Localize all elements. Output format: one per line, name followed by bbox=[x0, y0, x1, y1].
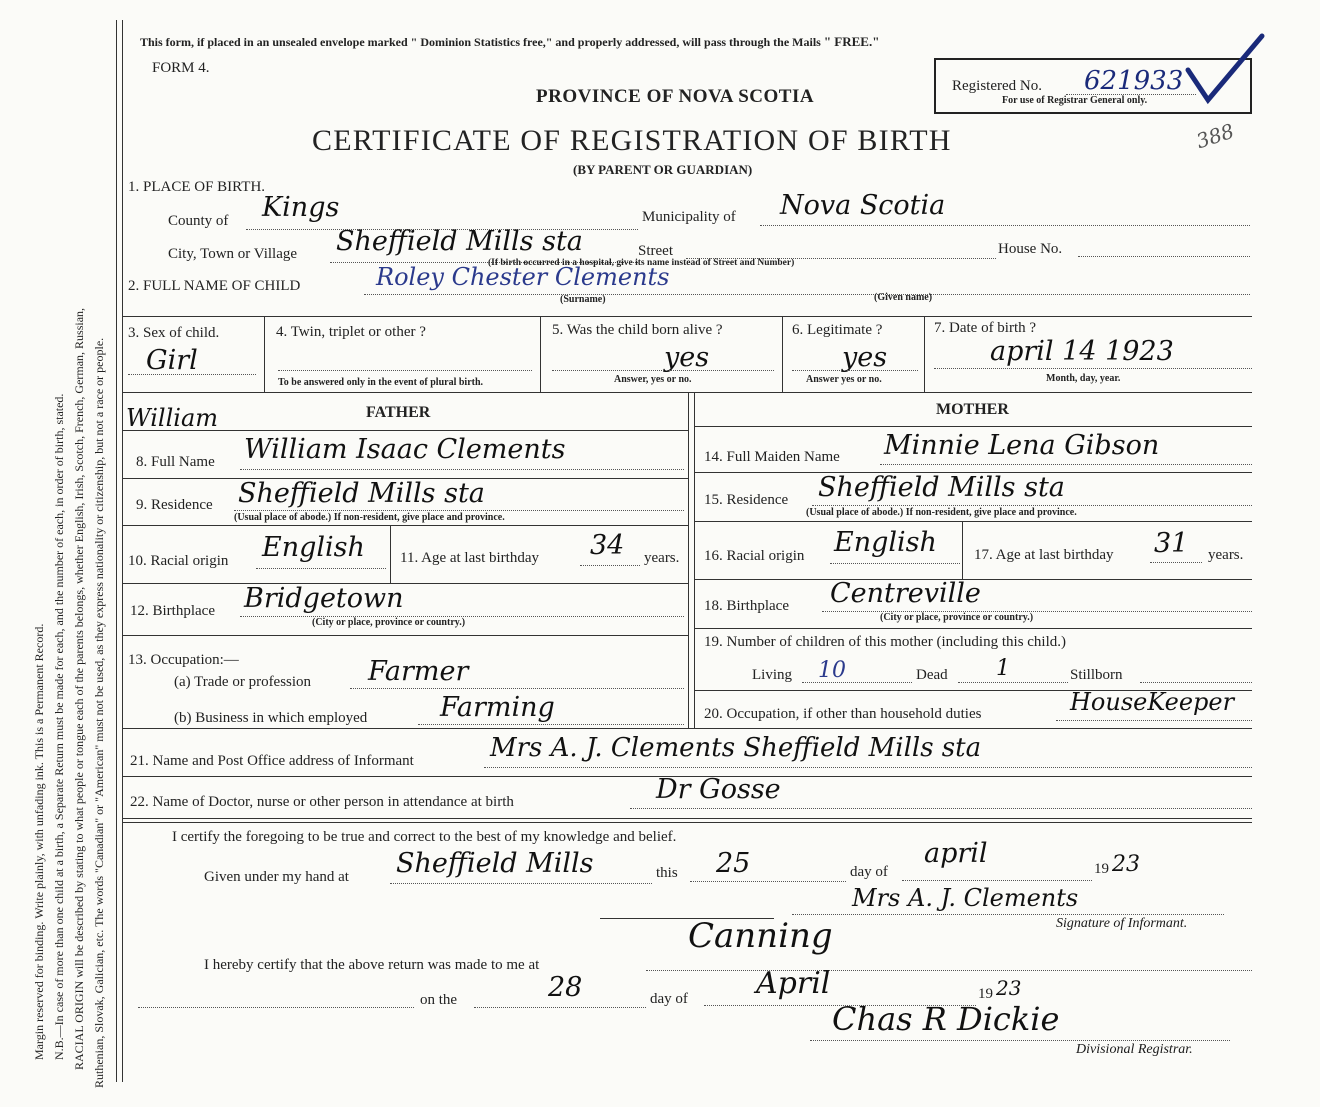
mother-age-line bbox=[1150, 562, 1202, 563]
father-birthplace-note: (City or place, province or country.) bbox=[312, 617, 466, 628]
father-residence-note: (Usual place of abode.) If non-resident, give place and province. bbox=[234, 512, 505, 523]
registrar-place-value: Canning bbox=[688, 916, 833, 956]
mother-birthplace-label: 18. Birthplace bbox=[704, 598, 789, 614]
this-label: this bbox=[656, 865, 678, 881]
father-business-label: (b) Business in which employed bbox=[174, 710, 368, 726]
check-mark-icon bbox=[1180, 30, 1270, 110]
registrar-signature-line bbox=[810, 1040, 1230, 1041]
father-residence-value: Sheffield Mills sta bbox=[238, 478, 485, 509]
certificate-title: CERTIFICATE OF REGISTRATION OF BIRTH bbox=[312, 124, 952, 157]
twin-line bbox=[278, 370, 532, 371]
doctor-label: 22. Name of Doctor, nurse or other person in attendance at birth bbox=[130, 794, 514, 810]
mother-racial-divider bbox=[962, 521, 963, 579]
father-racial-line bbox=[256, 568, 386, 569]
father-age-label: 11. Age at last birthday bbox=[400, 550, 539, 566]
mother-rule-3 bbox=[694, 521, 1252, 522]
dob-value: april 14 1923 bbox=[990, 336, 1174, 367]
month-value: april bbox=[924, 838, 988, 869]
registration-year-value: 23 bbox=[996, 976, 1022, 1000]
rule-after-doctor bbox=[122, 818, 1252, 819]
day-line bbox=[690, 881, 846, 882]
hospital-note: (If birth occurred in a hospital, give its name instead of Street and Number) bbox=[488, 258, 795, 268]
registrar-signature: Chas R Dickie bbox=[832, 1000, 1060, 1038]
mother-residence-label: 15. Residence bbox=[704, 492, 789, 508]
father-name-label: 8. Full Name bbox=[136, 454, 215, 470]
born-alive-line bbox=[552, 370, 774, 371]
mail-notice bbox=[140, 34, 879, 50]
sex-value: Girl bbox=[146, 345, 198, 376]
father-name-value: William Isaac Clements bbox=[244, 434, 566, 465]
child-name-label: 2. FULL NAME OF CHILD bbox=[128, 278, 301, 294]
father-age-unit: years. bbox=[644, 550, 680, 566]
year-prefix: 19 bbox=[1094, 861, 1109, 877]
sex-line bbox=[128, 374, 256, 375]
on-the-label: on the bbox=[420, 992, 458, 1008]
registered-number-value: 621933 bbox=[1084, 66, 1184, 96]
county-value: Kings bbox=[262, 192, 340, 223]
mother-name-value: Minnie Lena Gibson bbox=[884, 430, 1160, 461]
house-number-label: House No. bbox=[998, 241, 1063, 257]
dead-label: Dead bbox=[916, 667, 948, 683]
mother-age-value: 31 bbox=[1154, 528, 1189, 559]
form-number: FORM 4. bbox=[152, 60, 210, 76]
mother-racial-value: English bbox=[834, 527, 937, 558]
doctor-line bbox=[630, 808, 1252, 809]
child-name-line bbox=[364, 294, 1250, 295]
divider-4 bbox=[924, 316, 925, 392]
born-alive-value: yes bbox=[664, 342, 710, 373]
father-rule-3 bbox=[122, 525, 688, 526]
rule-top-boxes bbox=[122, 316, 1252, 317]
father-trade-line bbox=[350, 688, 684, 689]
given-name-note: (Given name) bbox=[874, 292, 933, 303]
mother-name-label: 14. Full Maiden Name bbox=[704, 449, 840, 465]
divider-2 bbox=[540, 316, 541, 392]
father-birthplace-value: Bridgetown bbox=[244, 583, 404, 614]
place-of-birth-label: 1. PLACE OF BIRTH. bbox=[128, 179, 266, 195]
doctor-value: Dr Gosse bbox=[656, 774, 781, 805]
informant-label: 21. Name and Post Office address of Informant bbox=[130, 753, 414, 769]
registrar-label: Divisional Registrar. bbox=[1076, 1042, 1193, 1057]
father-name-line bbox=[240, 469, 684, 470]
father-rule-4 bbox=[122, 583, 688, 584]
father-mother-divider bbox=[688, 392, 689, 728]
certify-text: I certify the foregoing to be true and correct to the best of my knowledge and belief. bbox=[172, 829, 677, 845]
living-label: Living bbox=[752, 667, 792, 683]
mother-occupation-line bbox=[1056, 720, 1252, 721]
municipality-label: Municipality of bbox=[642, 209, 736, 225]
surname-note: (Surname) bbox=[560, 294, 606, 305]
rule-after-doctor-2 bbox=[122, 822, 1252, 823]
father-racial-divider bbox=[390, 525, 391, 583]
city-label: City, Town or Village bbox=[168, 246, 298, 262]
signature-label: Signature of Informant. bbox=[1056, 916, 1188, 931]
mother-children-label: 19. Number of children of this mother (including this child.) bbox=[704, 634, 1067, 650]
day-of-label: day of bbox=[850, 864, 888, 880]
house-number-line bbox=[1078, 256, 1250, 257]
rule-after-parents bbox=[122, 728, 1252, 729]
father-trade-label: (a) Trade or profession bbox=[174, 674, 312, 690]
mother-residence-note: (Usual place of abode.) If non-resident, give place and province. bbox=[806, 507, 1077, 518]
dob-note: Month, day, year. bbox=[1046, 373, 1121, 384]
mother-residence-line bbox=[812, 505, 1252, 506]
sex-label: 3. Sex of child. bbox=[128, 325, 220, 341]
registration-day-of-label: day of bbox=[650, 991, 688, 1007]
margin-note-nationality: Ruthenian, Slovak, Galician, etc. The words "Canadian" or "American" must not be used, as they express nationality or citizenship, but not a race or people. bbox=[92, 337, 106, 1088]
day-value: 25 bbox=[716, 848, 751, 879]
divider-3 bbox=[782, 316, 783, 392]
father-age-line bbox=[580, 565, 640, 566]
municipality-line bbox=[760, 225, 1250, 226]
on-the-leading-line bbox=[138, 1007, 414, 1008]
child-name-value: Roley Chester Clements bbox=[376, 263, 670, 291]
legitimate-line bbox=[792, 370, 918, 371]
father-birthplace-label: 12. Birthplace bbox=[130, 603, 215, 619]
dob-line bbox=[934, 368, 1252, 369]
father-business-value: Farming bbox=[440, 692, 555, 723]
father-heading: FATHER bbox=[366, 404, 431, 421]
father-mother-divider-2 bbox=[694, 392, 695, 728]
living-value: 10 bbox=[818, 658, 846, 683]
dob-label: 7. Date of birth ? bbox=[934, 320, 1037, 336]
mother-age-label: 17. Age at last birthday bbox=[974, 547, 1114, 563]
mother-birthplace-value: Centreville bbox=[830, 578, 981, 609]
province-heading: PROVINCE OF NOVA SCOTIA bbox=[536, 86, 815, 107]
father-residence-line bbox=[234, 510, 684, 511]
father-racial-label: 10. Racial origin bbox=[128, 553, 229, 569]
margin-note-multiple-births: N.B.—In case of more than one child at a birth, a Separate Return must be made for each, and the number of each, in order of birth, stated. bbox=[52, 393, 66, 1060]
mother-rule-1 bbox=[694, 426, 1252, 427]
return-place-line bbox=[646, 970, 1252, 971]
year-value: 23 bbox=[1112, 852, 1140, 877]
county-label: County of bbox=[168, 213, 229, 229]
father-rule-5 bbox=[122, 635, 688, 636]
corner-mark: 388 bbox=[1193, 118, 1237, 154]
mother-residence-value: Sheffield Mills sta bbox=[818, 472, 1065, 503]
father-rule-1 bbox=[122, 430, 688, 431]
given-place-line bbox=[390, 883, 652, 884]
born-alive-note: Answer, yes or no. bbox=[614, 374, 692, 385]
mother-birthplace-note: (City or place, province or country.) bbox=[880, 612, 1034, 623]
father-annotation: William bbox=[126, 404, 219, 432]
registration-month-value: April bbox=[756, 966, 831, 1001]
mother-rule-5 bbox=[694, 628, 1252, 629]
informant-signature: Mrs A. J. Clements bbox=[852, 884, 1079, 912]
margin-note-racial-origin: RACIAL ORIGIN will be described by stating to what people or tongue each of the parents belongs, whether English, Irish, Scotch, French, German, Russian, bbox=[72, 307, 86, 1070]
municipality-value: Nova Scotia bbox=[780, 190, 946, 221]
given-place-value: Sheffield Mills bbox=[396, 848, 594, 879]
living-line bbox=[802, 682, 912, 683]
dead-line bbox=[958, 682, 1068, 683]
rule-bottom-boxes bbox=[122, 392, 1252, 393]
given-under-hand-label: Given under my hand at bbox=[204, 869, 349, 885]
street-label: Street bbox=[638, 243, 673, 259]
father-residence-label: 9. Residence bbox=[136, 497, 213, 513]
city-value: Sheffield Mills sta bbox=[336, 226, 583, 257]
registration-day-line bbox=[474, 1007, 646, 1008]
legitimate-note: Answer yes or no. bbox=[806, 374, 882, 385]
stillborn-line bbox=[1140, 682, 1252, 683]
divider-1 bbox=[264, 316, 265, 392]
father-business-line bbox=[418, 724, 684, 725]
twin-label: 4. Twin, triplet or other ? bbox=[276, 324, 426, 340]
informant-line bbox=[484, 767, 1252, 768]
born-alive-label: 5. Was the child born alive ? bbox=[552, 322, 723, 338]
mother-racial-line bbox=[830, 563, 960, 564]
month-line bbox=[902, 880, 1092, 881]
mail-notice-text: This form, if placed in an unsealed envelope marked " Dominion Statistics free," and properly addressed, will pass through the Mails bbox=[140, 35, 821, 49]
mother-name-line bbox=[880, 464, 1252, 465]
mother-heading: MOTHER bbox=[936, 401, 1009, 418]
registrar-general-note: For use of Registrar General only. bbox=[1002, 95, 1148, 106]
legitimate-value: yes bbox=[842, 342, 888, 373]
twin-note: To be answered only in the event of plural birth. bbox=[278, 377, 484, 388]
margin-note-binding: Margin reserved for binding. Write plainly, with unfading ink. This is a Permanent Record. bbox=[32, 623, 46, 1060]
mother-occupation-label: 20. Occupation, if other than household duties bbox=[704, 706, 982, 722]
registered-number-label: Registered No. bbox=[952, 78, 1042, 94]
father-trade-value: Farmer bbox=[368, 656, 469, 687]
registration-year-prefix: 19 bbox=[978, 986, 993, 1002]
signature-line bbox=[792, 914, 1224, 915]
registration-day-value: 28 bbox=[548, 972, 583, 1003]
dead-value: 1 bbox=[996, 656, 1010, 681]
father-racial-value: English bbox=[262, 532, 365, 563]
mother-occupation-value: HouseKeeper bbox=[1070, 688, 1235, 716]
mother-racial-label: 16. Racial origin bbox=[704, 548, 805, 564]
father-occupation-label: 13. Occupation:— bbox=[128, 652, 239, 668]
certificate-subtitle: (BY PARENT OR GUARDIAN) bbox=[573, 162, 753, 177]
mail-notice-free: " FREE." bbox=[823, 34, 880, 49]
mother-age-unit: years. bbox=[1208, 547, 1244, 563]
informant-value: Mrs A. J. Clements Sheffield Mills sta bbox=[490, 733, 982, 763]
legitimate-label: 6. Legitimate ? bbox=[792, 322, 883, 338]
margin-rule-inner bbox=[122, 20, 123, 1082]
father-age-value: 34 bbox=[590, 530, 625, 561]
margin-rule bbox=[116, 20, 117, 1082]
return-label: I hereby certify that the above return was made to me at bbox=[204, 957, 540, 973]
stillborn-label: Stillborn bbox=[1070, 667, 1123, 683]
